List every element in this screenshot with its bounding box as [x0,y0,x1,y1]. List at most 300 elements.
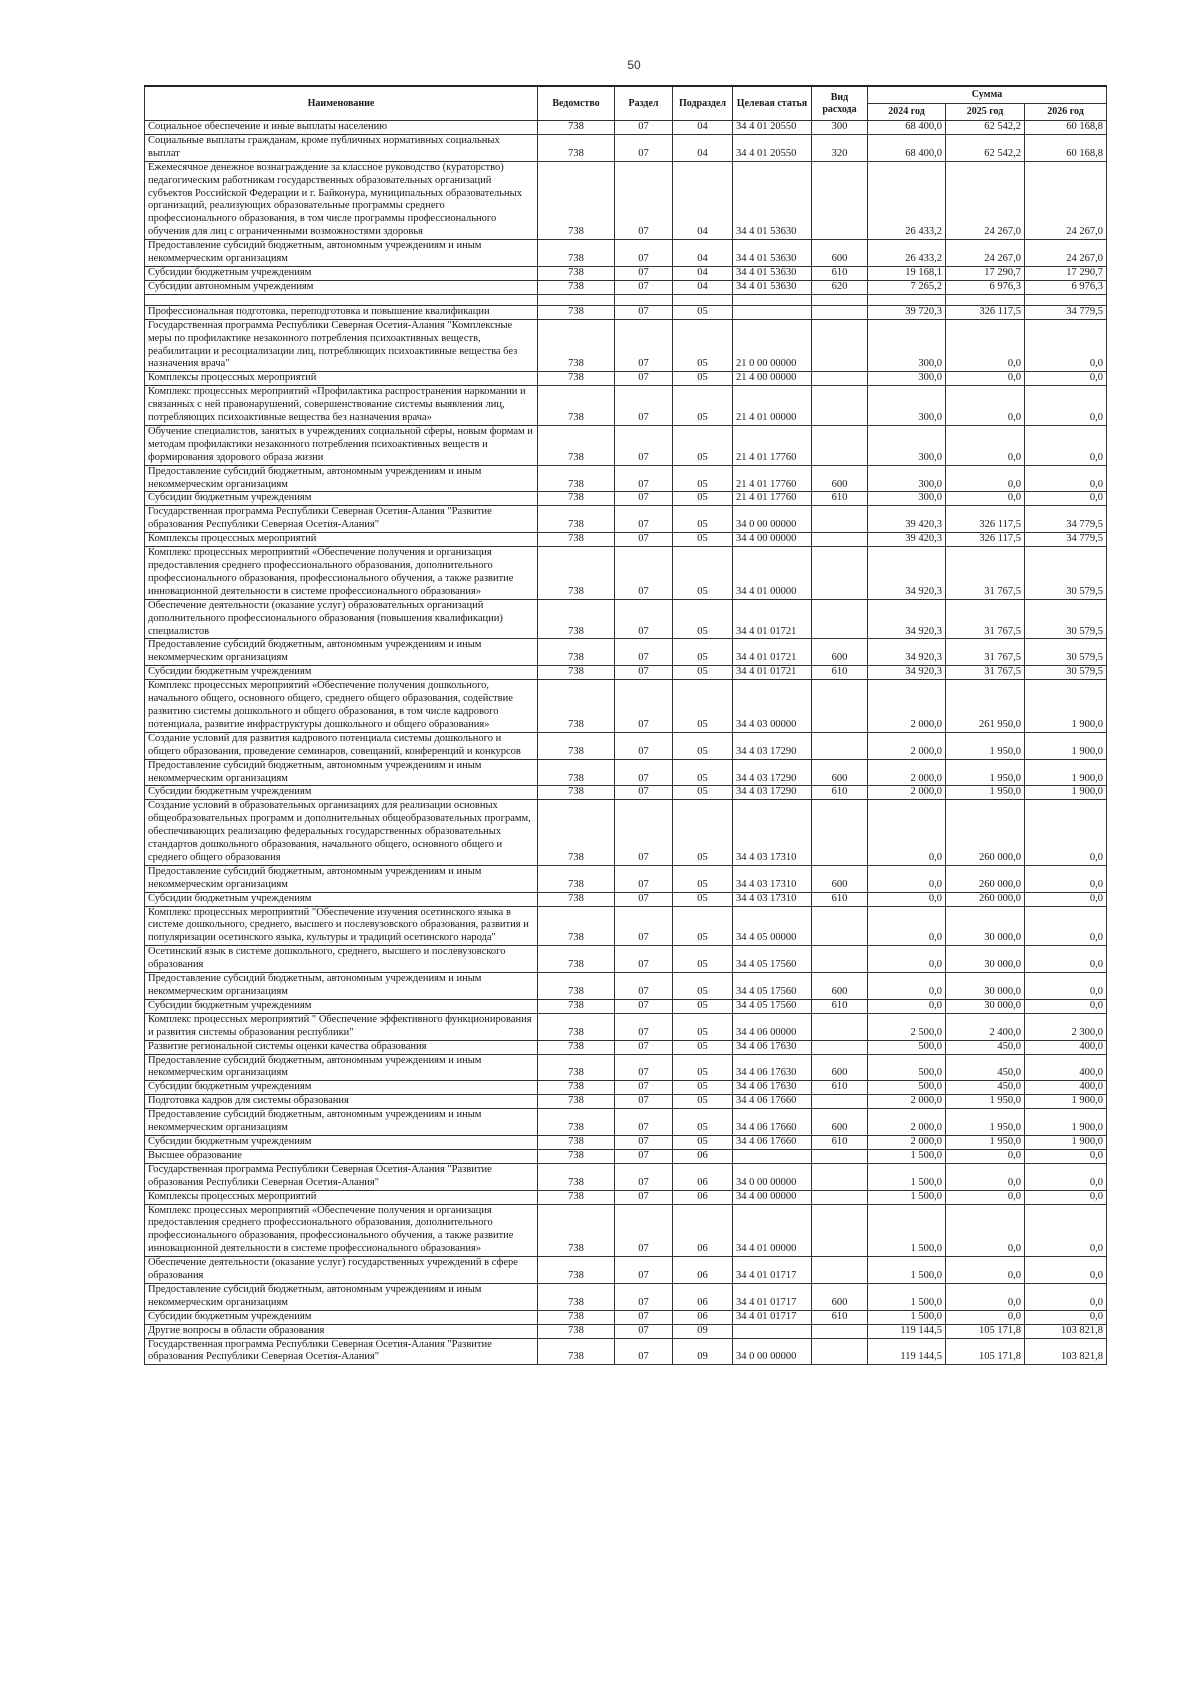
table-row [145,294,1107,305]
row-sum-2026: 0,0 [1025,1190,1107,1204]
row-sum-2025: 1 950,0 [946,759,1025,786]
table-body [145,121,1107,1365]
row-name: Профессиональная подготовка, переподготовка и повышение квалификации [145,305,538,319]
budget-table [144,85,1107,1365]
row-sum-2026: 0,0 [1025,386,1107,426]
row-sum-2025: 326 117,5 [946,533,1025,547]
row-podrazdel: 06 [673,1310,733,1324]
row-podrazdel: 05 [673,865,733,892]
row-vid: 600 [812,465,868,492]
row-name: Субсидии автономным учреждениям [145,280,538,294]
row-razdel: 07 [615,134,673,161]
row-sum-2024: 2 000,0 [868,1109,946,1136]
row-sum-2025: 1 950,0 [946,786,1025,800]
row-celevaya: 21 4 01 17760 [733,492,812,506]
row-sum-2026: 0,0 [1025,973,1107,1000]
row-sum-2025: 0,0 [946,492,1025,506]
table-row [145,1109,1107,1136]
row-podrazdel: 04 [673,134,733,161]
row-sum-2024: 0,0 [868,865,946,892]
row-sum-2025: 30 000,0 [946,906,1025,946]
table-row [145,599,1107,639]
row-sum-2024: 2 000,0 [868,732,946,759]
row-sum-2024: 1 500,0 [868,1283,946,1310]
row-celevaya: 34 0 00 00000 [733,1163,812,1190]
row-podrazdel: 05 [673,319,733,372]
table-row [145,800,1107,866]
row-name: Развитие региональной системы оценки качества образования [145,1040,538,1054]
row-sum-2026: 1 900,0 [1025,1135,1107,1149]
table-row [145,134,1107,161]
row-sum-2024: 2 000,0 [868,680,946,733]
row-celevaya: 34 4 06 17630 [733,1040,812,1054]
row-sum-2024: 500,0 [868,1081,946,1095]
row-name: Предоставление субсидий бюджетным, автономным учреждениям и иным некоммерческим организациям [145,465,538,492]
row-vid [812,1040,868,1054]
row-sum-2025: 0,0 [946,1257,1025,1284]
row-celevaya [733,1149,812,1163]
row-name: Субсидии бюджетным учреждениям [145,999,538,1013]
row-name: Социальные выплаты гражданам, кроме публичных нормативных социальных выплат [145,134,538,161]
table-row [145,666,1107,680]
row-sum-2025: 260 000,0 [946,800,1025,866]
row-celevaya: 34 4 00 00000 [733,533,812,547]
row-sum-2025: 1 950,0 [946,1109,1025,1136]
row-sum-2026: 2 300,0 [1025,1013,1107,1040]
row-vid [812,1149,868,1163]
row-podrazdel: 05 [673,386,733,426]
row-sum-2026: 34 779,5 [1025,533,1107,547]
row-razdel: 07 [615,266,673,280]
row-vedomstvo: 738 [538,865,615,892]
row-sum-2025: 1 950,0 [946,732,1025,759]
row-sum-2024: 34 920,3 [868,599,946,639]
row-sum-2025: 105 171,8 [946,1324,1025,1338]
row-sum-2026: 1 900,0 [1025,1095,1107,1109]
row-podrazdel: 05 [673,800,733,866]
row-sum-2026: 0,0 [1025,1283,1107,1310]
row-sum-2024: 2 000,0 [868,1095,946,1109]
row-name: Субсидии бюджетным учреждениям [145,1310,538,1324]
row-sum-2026: 30 579,5 [1025,599,1107,639]
row-podrazdel: 05 [673,973,733,1000]
row-razdel: 07 [615,547,673,600]
row-razdel: 07 [615,1054,673,1081]
row-podrazdel: 06 [673,1149,733,1163]
row-sum-2026: 1 900,0 [1025,680,1107,733]
table-row [145,1324,1107,1338]
row-sum-2024: 500,0 [868,1040,946,1054]
row-sum-2026: 103 821,8 [1025,1338,1107,1365]
row-vid: 300 [812,121,868,135]
row-razdel: 07 [615,506,673,533]
table-row [145,425,1107,465]
row-sum-2024: 26 433,2 [868,240,946,267]
row-sum-2024: 26 433,2 [868,161,946,239]
row-vedomstvo: 738 [538,1324,615,1338]
row-vid [812,680,868,733]
row-celevaya: 34 4 01 00000 [733,1204,812,1257]
row-sum-2025: 30 000,0 [946,973,1025,1000]
table-row [145,906,1107,946]
table-row [145,465,1107,492]
table-row [145,121,1107,135]
table-row [145,319,1107,372]
row-podrazdel: 05 [673,999,733,1013]
row-sum-2025: 450,0 [946,1054,1025,1081]
row-vid: 600 [812,1109,868,1136]
row-razdel: 07 [615,465,673,492]
row-name: Комплексы процессных мероприятий [145,1190,538,1204]
row-vid [812,1257,868,1284]
row-vedomstvo: 738 [538,280,615,294]
row-vid: 610 [812,666,868,680]
row-sum-2026: 34 779,5 [1025,506,1107,533]
row-name: Создание условий для развития кадрового потенциала системы дошкольного и общего образования, проведение семинаров, совещаний, конференций и конкурсов [145,732,538,759]
row-razdel: 07 [615,639,673,666]
row-vid [812,1324,868,1338]
row-name: Социальное обеспечение и иные выплаты населению [145,121,538,135]
row-name: Предоставление субсидий бюджетным, автономным учреждениям и иным некоммерческим организациям [145,1109,538,1136]
row-vedomstvo: 738 [538,1135,615,1149]
row-celevaya: 21 4 00 00000 [733,372,812,386]
row-razdel: 07 [615,1283,673,1310]
row-name: Комплекс процессных мероприятий «Обеспечение получения и организация предоставления среднего профессионального образования, дополнительного профессионального образования, профессионального обучения, а также развитие инновационной деятельности в системе профессионального образования» [145,547,538,600]
row-vedomstvo: 738 [538,305,615,319]
row-sum-2026: 0,0 [1025,319,1107,372]
row-sum-2025: 0,0 [946,386,1025,426]
row-sum-2025: 326 117,5 [946,506,1025,533]
table-row [145,1257,1107,1284]
row-sum-2025: 0,0 [946,1190,1025,1204]
row-name: Предоставление субсидий бюджетным, автономным учреждениям и иным некоммерческим организациям [145,865,538,892]
row-celevaya: 34 4 01 01721 [733,666,812,680]
row-razdel: 07 [615,1190,673,1204]
row-sum-2026: 30 579,5 [1025,666,1107,680]
row-name [145,294,538,305]
table-row [145,386,1107,426]
table-row [145,533,1107,547]
row-podrazdel [673,294,733,305]
row-sum-2026: 0,0 [1025,800,1107,866]
row-razdel: 07 [615,533,673,547]
row-razdel: 07 [615,386,673,426]
row-vid: 600 [812,240,868,267]
row-podrazdel: 05 [673,946,733,973]
row-sum-2026: 1 900,0 [1025,732,1107,759]
header-name: Наименование [145,86,538,121]
row-sum-2025: 260 000,0 [946,865,1025,892]
row-vedomstvo: 738 [538,1149,615,1163]
row-sum-2025: 31 767,5 [946,599,1025,639]
row-podrazdel: 05 [673,639,733,666]
row-sum-2026: 1 900,0 [1025,759,1107,786]
row-podrazdel: 04 [673,161,733,239]
row-sum-2026: 1 900,0 [1025,1109,1107,1136]
row-vid [812,425,868,465]
row-celevaya: 34 4 06 17660 [733,1095,812,1109]
row-sum-2026: 30 579,5 [1025,639,1107,666]
row-podrazdel: 05 [673,732,733,759]
row-celevaya: 34 4 01 00000 [733,547,812,600]
row-sum-2024: 34 920,3 [868,666,946,680]
row-vedomstvo: 738 [538,973,615,1000]
row-vedomstvo: 738 [538,800,615,866]
row-razdel: 07 [615,946,673,973]
row-vid: 610 [812,266,868,280]
row-razdel: 07 [615,1163,673,1190]
row-vedomstvo: 738 [538,1013,615,1040]
row-celevaya: 21 4 01 17760 [733,425,812,465]
row-razdel: 07 [615,1338,673,1365]
row-podrazdel: 06 [673,1204,733,1257]
row-sum-2024: 1 500,0 [868,1310,946,1324]
row-name: Обеспечение деятельности (оказание услуг) государственных учреждений в сфере образования [145,1257,538,1284]
row-razdel: 07 [615,305,673,319]
row-celevaya: 34 4 03 17290 [733,786,812,800]
row-sum-2026: 400,0 [1025,1040,1107,1054]
row-sum-2026: 60 168,8 [1025,134,1107,161]
row-name: Комплексы процессных мероприятий [145,372,538,386]
row-sum-2024: 2 000,0 [868,786,946,800]
row-vedomstvo: 738 [538,492,615,506]
table-row [145,1013,1107,1040]
row-name: Комплекс процессных мероприятий "Обеспечение изучения осетинского языка в системе дошкольного, среднего, высшего и послевузовского образования, развития и популяризации осетинского языка, культуры и традиций осетинского народа" [145,906,538,946]
row-vid [812,372,868,386]
row-podrazdel: 05 [673,599,733,639]
row-vedomstvo: 738 [538,465,615,492]
row-name: Ежемесячное денежное вознаграждение за классное руководство (кураторство) педагогическим работникам государственных образовательных организаций субъектов Российской Федерации и г. Байконура, муниципальных образовательных организаций, реализующих образовательные программы среднего профессионального образования, в том числе программы профессионального обучения для лиц с ограниченными возможностями здоровья [145,161,538,239]
table-row [145,1054,1107,1081]
row-name: Предоставление субсидий бюджетным, автономным учреждениям и иным некоммерческим организациям [145,1283,538,1310]
row-sum-2025: 31 767,5 [946,666,1025,680]
row-vedomstvo: 738 [538,946,615,973]
header-razdel: Раздел [615,86,673,121]
row-sum-2024: 68 400,0 [868,121,946,135]
row-celevaya: 34 4 01 53630 [733,266,812,280]
row-name: Осетинский язык в системе дошкольного, среднего, высшего и послевузовского образования [145,946,538,973]
row-razdel: 07 [615,1149,673,1163]
row-sum-2025 [946,294,1025,305]
row-name: Предоставление субсидий бюджетным, автономным учреждениям и иным некоммерческим организациям [145,973,538,1000]
row-razdel: 07 [615,1257,673,1284]
header-summa: Сумма [868,86,1107,104]
row-sum-2025: 261 950,0 [946,680,1025,733]
row-razdel: 07 [615,1109,673,1136]
row-sum-2024: 0,0 [868,892,946,906]
row-sum-2025: 30 000,0 [946,999,1025,1013]
row-vedomstvo: 738 [538,161,615,239]
row-vedomstvo: 738 [538,1109,615,1136]
row-vedomstvo: 738 [538,134,615,161]
row-razdel: 07 [615,1013,673,1040]
row-sum-2026: 24 267,0 [1025,161,1107,239]
row-name: Комплекс процессных мероприятий «Обеспечение получения и организация предоставления среднего профессионального образования, дополнительного профессионального образования, профессионального обучения, а также развитие инновационной деятельности в системе профессионального образования» [145,1204,538,1257]
table-row [145,1283,1107,1310]
row-podrazdel: 05 [673,1040,733,1054]
row-vedomstvo: 738 [538,732,615,759]
row-celevaya: 34 0 00 00000 [733,506,812,533]
table-row [145,759,1107,786]
row-podrazdel: 05 [673,533,733,547]
row-vid: 620 [812,280,868,294]
row-podrazdel: 06 [673,1190,733,1204]
row-celevaya [733,305,812,319]
row-sum-2024: 300,0 [868,372,946,386]
row-vedomstvo: 738 [538,1081,615,1095]
row-vedomstvo: 738 [538,1338,615,1365]
row-sum-2026: 0,0 [1025,372,1107,386]
row-vid [812,294,868,305]
row-vid [812,319,868,372]
row-sum-2026: 0,0 [1025,999,1107,1013]
row-podrazdel: 05 [673,492,733,506]
row-celevaya: 34 4 05 17560 [733,946,812,973]
row-vid [812,800,868,866]
row-razdel: 07 [615,319,673,372]
row-sum-2025: 0,0 [946,1149,1025,1163]
row-vedomstvo: 738 [538,999,615,1013]
row-sum-2025: 31 767,5 [946,547,1025,600]
row-vid: 600 [812,973,868,1000]
row-podrazdel: 05 [673,906,733,946]
row-sum-2026: 24 267,0 [1025,240,1107,267]
header-vedomstvo: Ведомство [538,86,615,121]
header-vid: Вид расхода [812,86,868,121]
row-celevaya: 34 4 03 17310 [733,892,812,906]
row-vedomstvo: 738 [538,666,615,680]
row-razdel: 07 [615,280,673,294]
row-podrazdel: 05 [673,759,733,786]
table-row [145,240,1107,267]
row-podrazdel: 04 [673,121,733,135]
table-row [145,1135,1107,1149]
row-sum-2025: 260 000,0 [946,892,1025,906]
row-vid [812,305,868,319]
row-sum-2024: 2 500,0 [868,1013,946,1040]
table-row [145,492,1107,506]
row-celevaya [733,1324,812,1338]
row-podrazdel: 05 [673,1054,733,1081]
row-vid: 600 [812,639,868,666]
table-row [145,266,1107,280]
row-sum-2024: 39 720,3 [868,305,946,319]
row-vid [812,506,868,533]
row-name: Предоставление субсидий бюджетным, автономным учреждениям и иным некоммерческим организациям [145,1054,538,1081]
row-razdel: 07 [615,240,673,267]
row-sum-2025: 0,0 [946,319,1025,372]
row-vid: 600 [812,865,868,892]
row-vedomstvo: 738 [538,906,615,946]
row-sum-2026: 17 290,7 [1025,266,1107,280]
row-celevaya: 34 4 01 01717 [733,1257,812,1284]
table-row [145,372,1107,386]
header-celevaya: Целевая статья [733,86,812,121]
row-sum-2024: 39 420,3 [868,506,946,533]
row-vedomstvo: 738 [538,425,615,465]
row-sum-2026: 400,0 [1025,1054,1107,1081]
row-name: Государственная программа Республики Северная Осетия-Алания "Развитие образования Республики Северная Осетия-Алания" [145,1163,538,1190]
table-row [145,999,1107,1013]
row-podrazdel: 09 [673,1324,733,1338]
page-number: 50 [627,58,641,72]
table-row [145,280,1107,294]
row-sum-2024: 34 920,3 [868,547,946,600]
row-name: Создание условий в образовательных организациях для реализации основных общеобразовательных программ и дополнительных общеобразовательных программ, обеспечивающих реализацию федеральных государственных образовательных стандартов дошкольного образования, начального общего, основного общего и среднего общего образования [145,800,538,866]
row-name: Субсидии бюджетным учреждениям [145,892,538,906]
row-sum-2025: 6 976,3 [946,280,1025,294]
row-razdel: 07 [615,1324,673,1338]
row-vedomstvo: 738 [538,121,615,135]
row-vedomstvo: 738 [538,533,615,547]
row-razdel: 07 [615,425,673,465]
row-celevaya: 34 4 06 17630 [733,1081,812,1095]
row-sum-2026: 0,0 [1025,1163,1107,1190]
row-sum-2026: 0,0 [1025,465,1107,492]
row-razdel: 07 [615,1040,673,1054]
table-row [145,732,1107,759]
row-sum-2026: 60 168,8 [1025,121,1107,135]
row-sum-2024: 1 500,0 [868,1204,946,1257]
row-vid: 610 [812,999,868,1013]
row-podrazdel: 05 [673,506,733,533]
table-row [145,547,1107,600]
row-sum-2024: 0,0 [868,946,946,973]
row-name: Комплекс процессных мероприятий «Обеспечение получения дошкольного, начального общего, основного общего, среднего общего образования, содействие развитию системы дошкольного и общего образования, в том числе кадрового потенциала, развитие инфраструктуры дошкольного и общего образования» [145,680,538,733]
row-vid: 610 [812,1310,868,1324]
row-razdel [615,294,673,305]
row-name: Государственная программа Республики Северная Осетия-Алания "Развитие образования Республики Северная Осетия-Алания" [145,1338,538,1365]
row-name: Субсидии бюджетным учреждениям [145,1081,538,1095]
row-vedomstvo: 738 [538,892,615,906]
table-row [145,973,1107,1000]
row-razdel: 07 [615,892,673,906]
row-vedomstvo: 738 [538,786,615,800]
row-name: Комплексы процессных мероприятий [145,533,538,547]
row-sum-2024: 300,0 [868,492,946,506]
row-name: Государственная программа Республики Северная Осетия-Алания "Развитие образования Республики Северная Осетия-Алания" [145,506,538,533]
row-sum-2024: 300,0 [868,319,946,372]
table-row [145,1081,1107,1095]
row-name: Субсидии бюджетным учреждениям [145,666,538,680]
row-razdel: 07 [615,800,673,866]
row-sum-2026: 0,0 [1025,425,1107,465]
row-vedomstvo: 738 [538,372,615,386]
row-vedomstvo: 738 [538,1190,615,1204]
row-vid [812,1190,868,1204]
row-vedomstvo: 738 [538,680,615,733]
row-vedomstvo: 738 [538,240,615,267]
row-podrazdel: 04 [673,240,733,267]
row-vid: 610 [812,1135,868,1149]
row-celevaya: 34 4 06 17630 [733,1054,812,1081]
row-sum-2026: 400,0 [1025,1081,1107,1095]
row-sum-2025: 0,0 [946,1283,1025,1310]
row-celevaya: 34 4 01 01717 [733,1310,812,1324]
row-name: Субсидии бюджетным учреждениям [145,1135,538,1149]
row-vid: 320 [812,134,868,161]
table-row [145,639,1107,666]
row-sum-2025: 1 950,0 [946,1135,1025,1149]
row-sum-2026: 103 821,8 [1025,1324,1107,1338]
table-row [145,1163,1107,1190]
row-podrazdel: 05 [673,1095,733,1109]
row-vid [812,547,868,600]
row-celevaya: 34 4 01 20550 [733,134,812,161]
row-celevaya: 34 4 00 00000 [733,1190,812,1204]
row-sum-2025: 24 267,0 [946,240,1025,267]
row-sum-2024: 68 400,0 [868,134,946,161]
